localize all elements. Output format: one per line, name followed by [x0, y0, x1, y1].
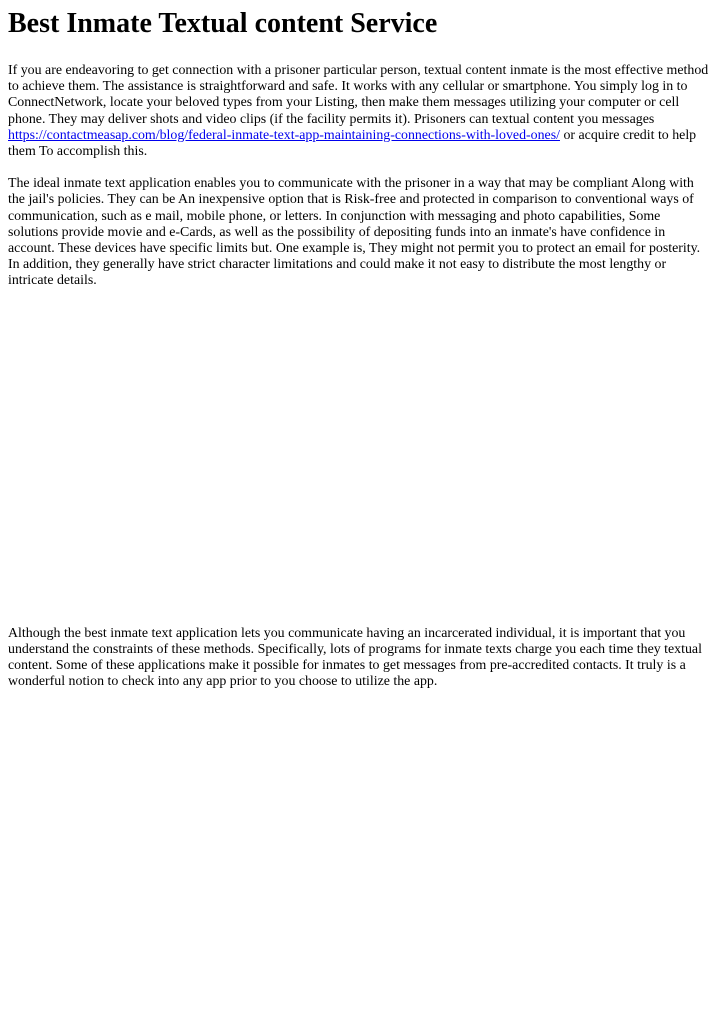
paragraph-intro-text-after-link: or acquire credit to help them To accomplish this.: [8, 127, 697, 160]
paragraph-intro-text-before-link: If you are endeavoring to get connection with a prisoner particular person, textual content inmate is the most effective method to achieve them. The assistance is straightforward and safe. It works with any cellular or smartphone. You simply log in to ConnectNetwork, locate your beloved types from your Listing, then make them messages utilizing your computer or cell phone. They may deliver shots and video clips (if the facility permits it). Prisoners can textual content you messages: [8, 63, 709, 127]
paragraph-intro: [8, 63, 712, 160]
paragraph-constraints: Although the best inmate text application lets you communicate having an incarcerated individual, it is important that you understand the constraints of these methods. Specifically, lots of programs for inmate texts charge you each time they textual content. Some of these applications make it possible for inmates to get messages from pre-accredited contacts. It truly is a wonderful notion to check into any app prior to you choose to utilize the app.: [8, 625, 702, 690]
contactmeasap-link[interactable]: https://contactmeasap.com/blog/federal-inmate-text-app-maintaining-connections-with-loved-ones/: [8, 127, 560, 143]
page-title: Best Inmate Textual content Service: [8, 8, 438, 39]
paragraph-ideal-app: The ideal inmate text application enables you to communicate with the prisoner in a way that may be compliant Along with the jail's policies. They can be An inexpensive option that is Risk-free and protected in comparison to conventional ways of communication, such as e mail, mobile phone, or letters. In conjunction with messaging and photo capabilities, Some solutions provide movie and e-Cards, as well as the possibility of depositing funds into an inmate's have confidence in account. These devices have specific limits but. One example is, They might not permit you to protect an email for posterity. In addition, they generally have strict character limitations and could make it not easy to distribute the most lengthy or intricate details.: [8, 176, 701, 289]
